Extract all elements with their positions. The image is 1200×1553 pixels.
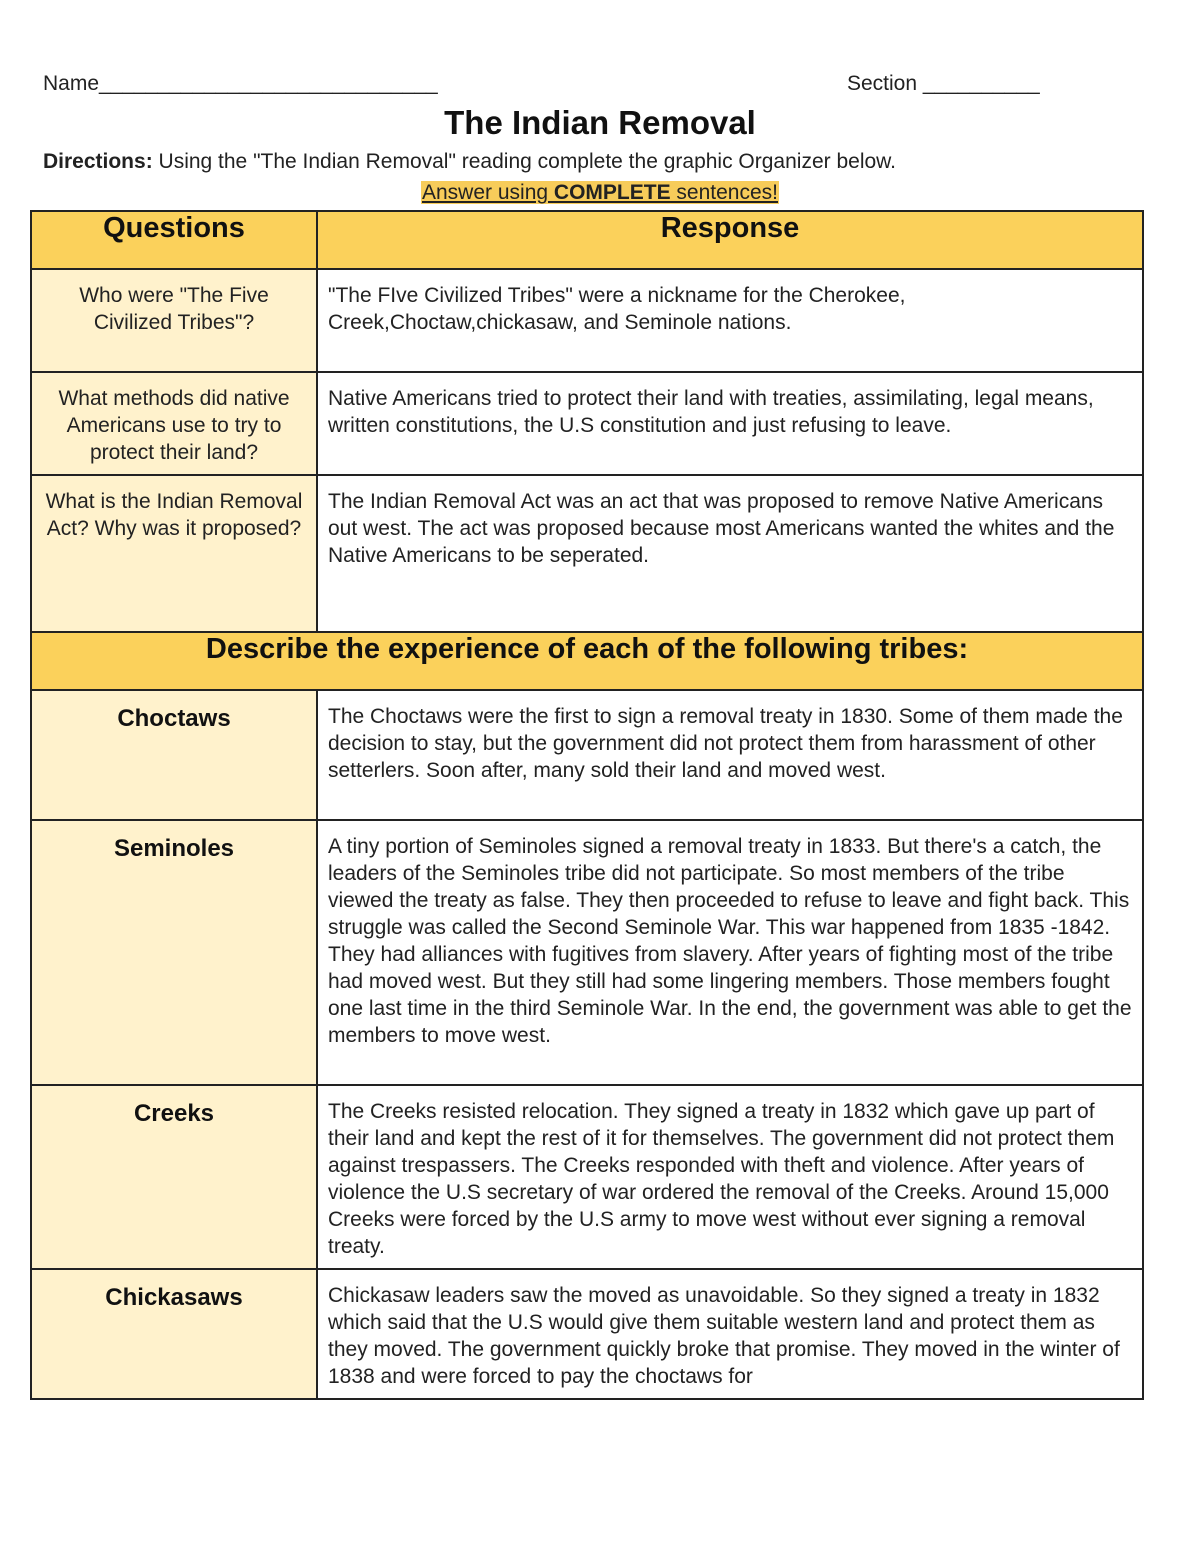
tribe-response-cell[interactable]: Chickasaw leaders saw the moved as unavoidable. So they signed a treaty in 1832 which said that the U.S would give them suitable western land and protect them as they moved. The government quickly broke that promise. They moved in the winter of 1838 and were forced to pay the choctaws for (317, 1269, 1143, 1399)
answer-note (0, 181, 1200, 205)
tribe-response-cell[interactable]: The Choctaws were the first to sign a removal treaty in 1830. Some of them made the decision to stay, but the government did not protect them from harassment of other setterlers. Soon after, many sold their land and moved west. (317, 690, 1143, 820)
question-cell: Who were "The Five Civilized Tribes"? (31, 269, 317, 372)
question-cell: What methods did native Americans use to try to protect their land? (31, 372, 317, 475)
directions-label: Directions: (43, 150, 153, 173)
name-field: Name_____________________________ (43, 72, 438, 95)
table-row (31, 475, 1143, 632)
page-title: The Indian Removal (444, 104, 756, 141)
table-row (31, 372, 1143, 475)
questions-header: Questions (31, 211, 317, 269)
tribe-response-cell[interactable]: A tiny portion of Seminoles signed a removal treaty in 1833. But there's a catch, the leaders of the Seminoles tribe did not participate. So most members of the tribe viewed the treaty as false. They then proceeded to refuse to leave and fight back. This struggle was called the Second Seminole War. This war happened from 1835 -1842. They had alliances with fugitives from slavery. After years of fighting most of the tribe had moved west. But they still had some lingering members. Those members fought one last time in the third Seminole War. In the end, the government was able to get the members to move west. (317, 820, 1143, 1085)
table-row (31, 1085, 1143, 1269)
directions (43, 150, 896, 174)
response-cell[interactable]: "The FIve Civilized Tribes" were a nickname for the Cherokee, Creek,Choctaw,chickasaw, and Seminole nations. (317, 269, 1143, 372)
tribe-name-cell: Seminoles (31, 820, 317, 1085)
question-cell: What is the Indian Removal Act? Why was it proposed? (31, 475, 317, 632)
graphic-organizer-table (30, 210, 1144, 1400)
table-row (31, 820, 1143, 1085)
table-row (31, 269, 1143, 372)
response-cell[interactable]: The Indian Removal Act was an act that was proposed to remove Native Americans out west. The act was proposed because most Americans wanted the whites and the Native Americans to be seperated. (317, 475, 1143, 632)
response-header: Response (317, 211, 1143, 269)
answer-emphasis: COMPLETE (553, 181, 671, 204)
table-header-row (31, 211, 1143, 269)
answer-note-highlight (421, 181, 779, 204)
answer-prefix: Answer using (422, 181, 554, 204)
tribe-name-cell: Creeks (31, 1085, 317, 1269)
table-row (31, 690, 1143, 820)
table-row (31, 1269, 1143, 1399)
answer-suffix: sentences! (670, 181, 778, 204)
tribes-section-heading: Describe the experience of each of the following tribes: (31, 632, 1143, 690)
tribes-section-header (31, 632, 1143, 690)
tribe-name-cell: Choctaws (31, 690, 317, 820)
response-cell[interactable]: Native Americans tried to protect their land with treaties, assimilating, legal means, written constitutions, the U.S constitution and just refusing to leave. (317, 372, 1143, 475)
tribe-name-cell: Chickasaws (31, 1269, 317, 1399)
section-field: Section __________ (847, 72, 1040, 95)
tribe-response-cell[interactable]: The Creeks resisted relocation. They signed a treaty in 1832 which gave up part of their land and kept the rest of it for themselves. The government did not protect them against trespassers. The Creeks responded with theft and violence. After years of violence the U.S secretary of war ordered the removal of the Creeks. Around 15,000 Creeks were forced by the U.S army to move west without ever signing a removal treaty. (317, 1085, 1143, 1269)
directions-text: Using the "The Indian Removal" reading complete the graphic Organizer below. (152, 150, 897, 173)
